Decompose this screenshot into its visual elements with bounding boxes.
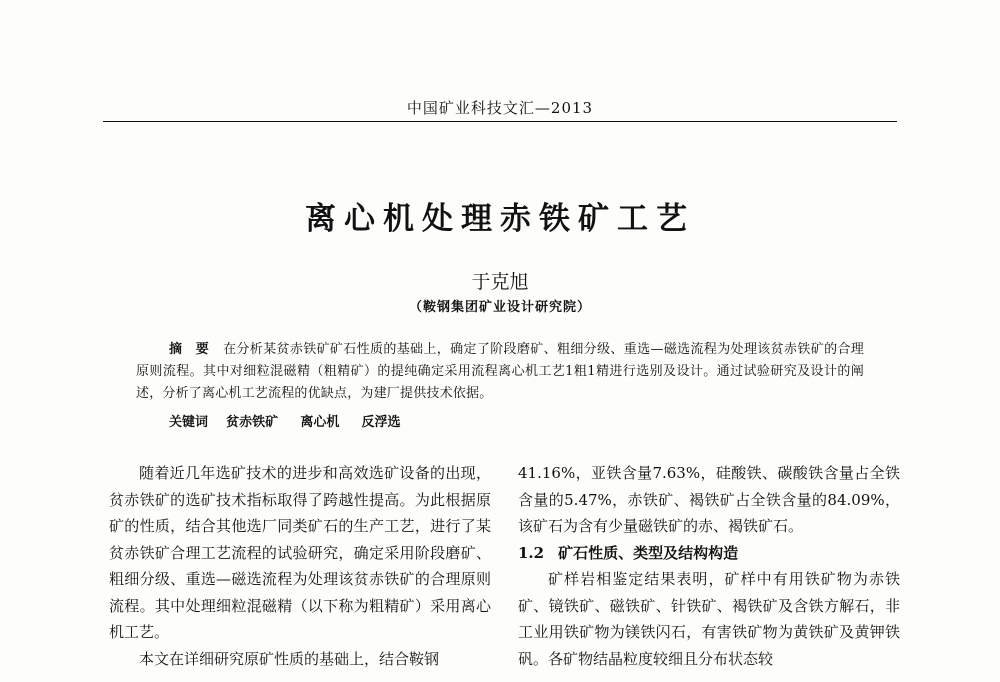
body-left-column: [109, 460, 491, 672]
keyword-item: 反浮选: [361, 415, 401, 430]
body-paragraph: 本文在详细研究原矿性质的基础上，结合鞍钢: [139, 649, 440, 668]
section-title: 矿石性质、类型及结构构造: [558, 543, 739, 562]
section-number: 1.2: [518, 543, 545, 562]
body-paragraph: 矿样岩相鉴定结果表明，矿样中有用铁矿物为赤铁矿、镜铁矿、磁铁矿、针铁矿、褐铁矿及含铁方解石，非工业用铁矿物为镁铁闪石，有害铁矿物为黄铁矿及黄钾铁矾。各矿物结晶粒度较细且分布状态较: [518, 570, 900, 668]
header-rule: [103, 121, 897, 122]
keyword-item: 贫赤铁矿: [226, 415, 279, 430]
abstract-text: 在分析某贫赤铁矿矿石性质的基础上，确定了阶段磨矿、粗细分级、重选—磁选流程为处理该贫赤铁矿的合理原则流程。其中对细粒混磁精（粗精矿）的提纯确定采用流程离心机工艺1粗1精进行选别及设计。通过试验研究及设计的阐述，分析了离心机工艺流程的优缺点，为建厂提供技术依据。: [136, 342, 864, 401]
keywords-label: 关键词: [169, 415, 209, 430]
body-right-column: [518, 460, 900, 672]
running-header: 中国矿业科技文汇—2013: [406, 99, 594, 117]
section-heading: [518, 540, 900, 567]
keywords: [169, 412, 418, 434]
abstract-label: 摘 要: [169, 342, 210, 357]
abstract: [136, 339, 864, 405]
author-name: 于克旭: [471, 271, 529, 293]
keyword-item: 离心机: [300, 415, 340, 430]
body-paragraph: 41.16%，亚铁含量7.63%，硅酸铁、碳酸铁含量占全铁含量的5.47%，赤铁矿、褐铁矿占全铁含量的84.09%，该矿石为含有少量磁铁矿的赤、褐铁矿石。: [518, 464, 900, 535]
paper-title: 离心机处理赤铁矿工艺: [305, 201, 695, 237]
author-affiliation: （鞍钢集团矿业设计研究院）: [408, 300, 591, 315]
body-paragraph: 随着近几年选矿技术的进步和高效选矿设备的出现，贫赤铁矿的选矿技术指标取得了跨越性提高。为此根据原矿的性质，结合其他选厂同类矿石的生产工艺，进行了某贫赤铁矿合理工艺流程的试验研究，确定采用阶段磨矿、粗细分级、重选—磁选流程为处理该贫赤铁矿的合理原则流程。其中处理细粒混磁精（以下称为粗精矿）采用离心机工艺。: [109, 464, 491, 641]
